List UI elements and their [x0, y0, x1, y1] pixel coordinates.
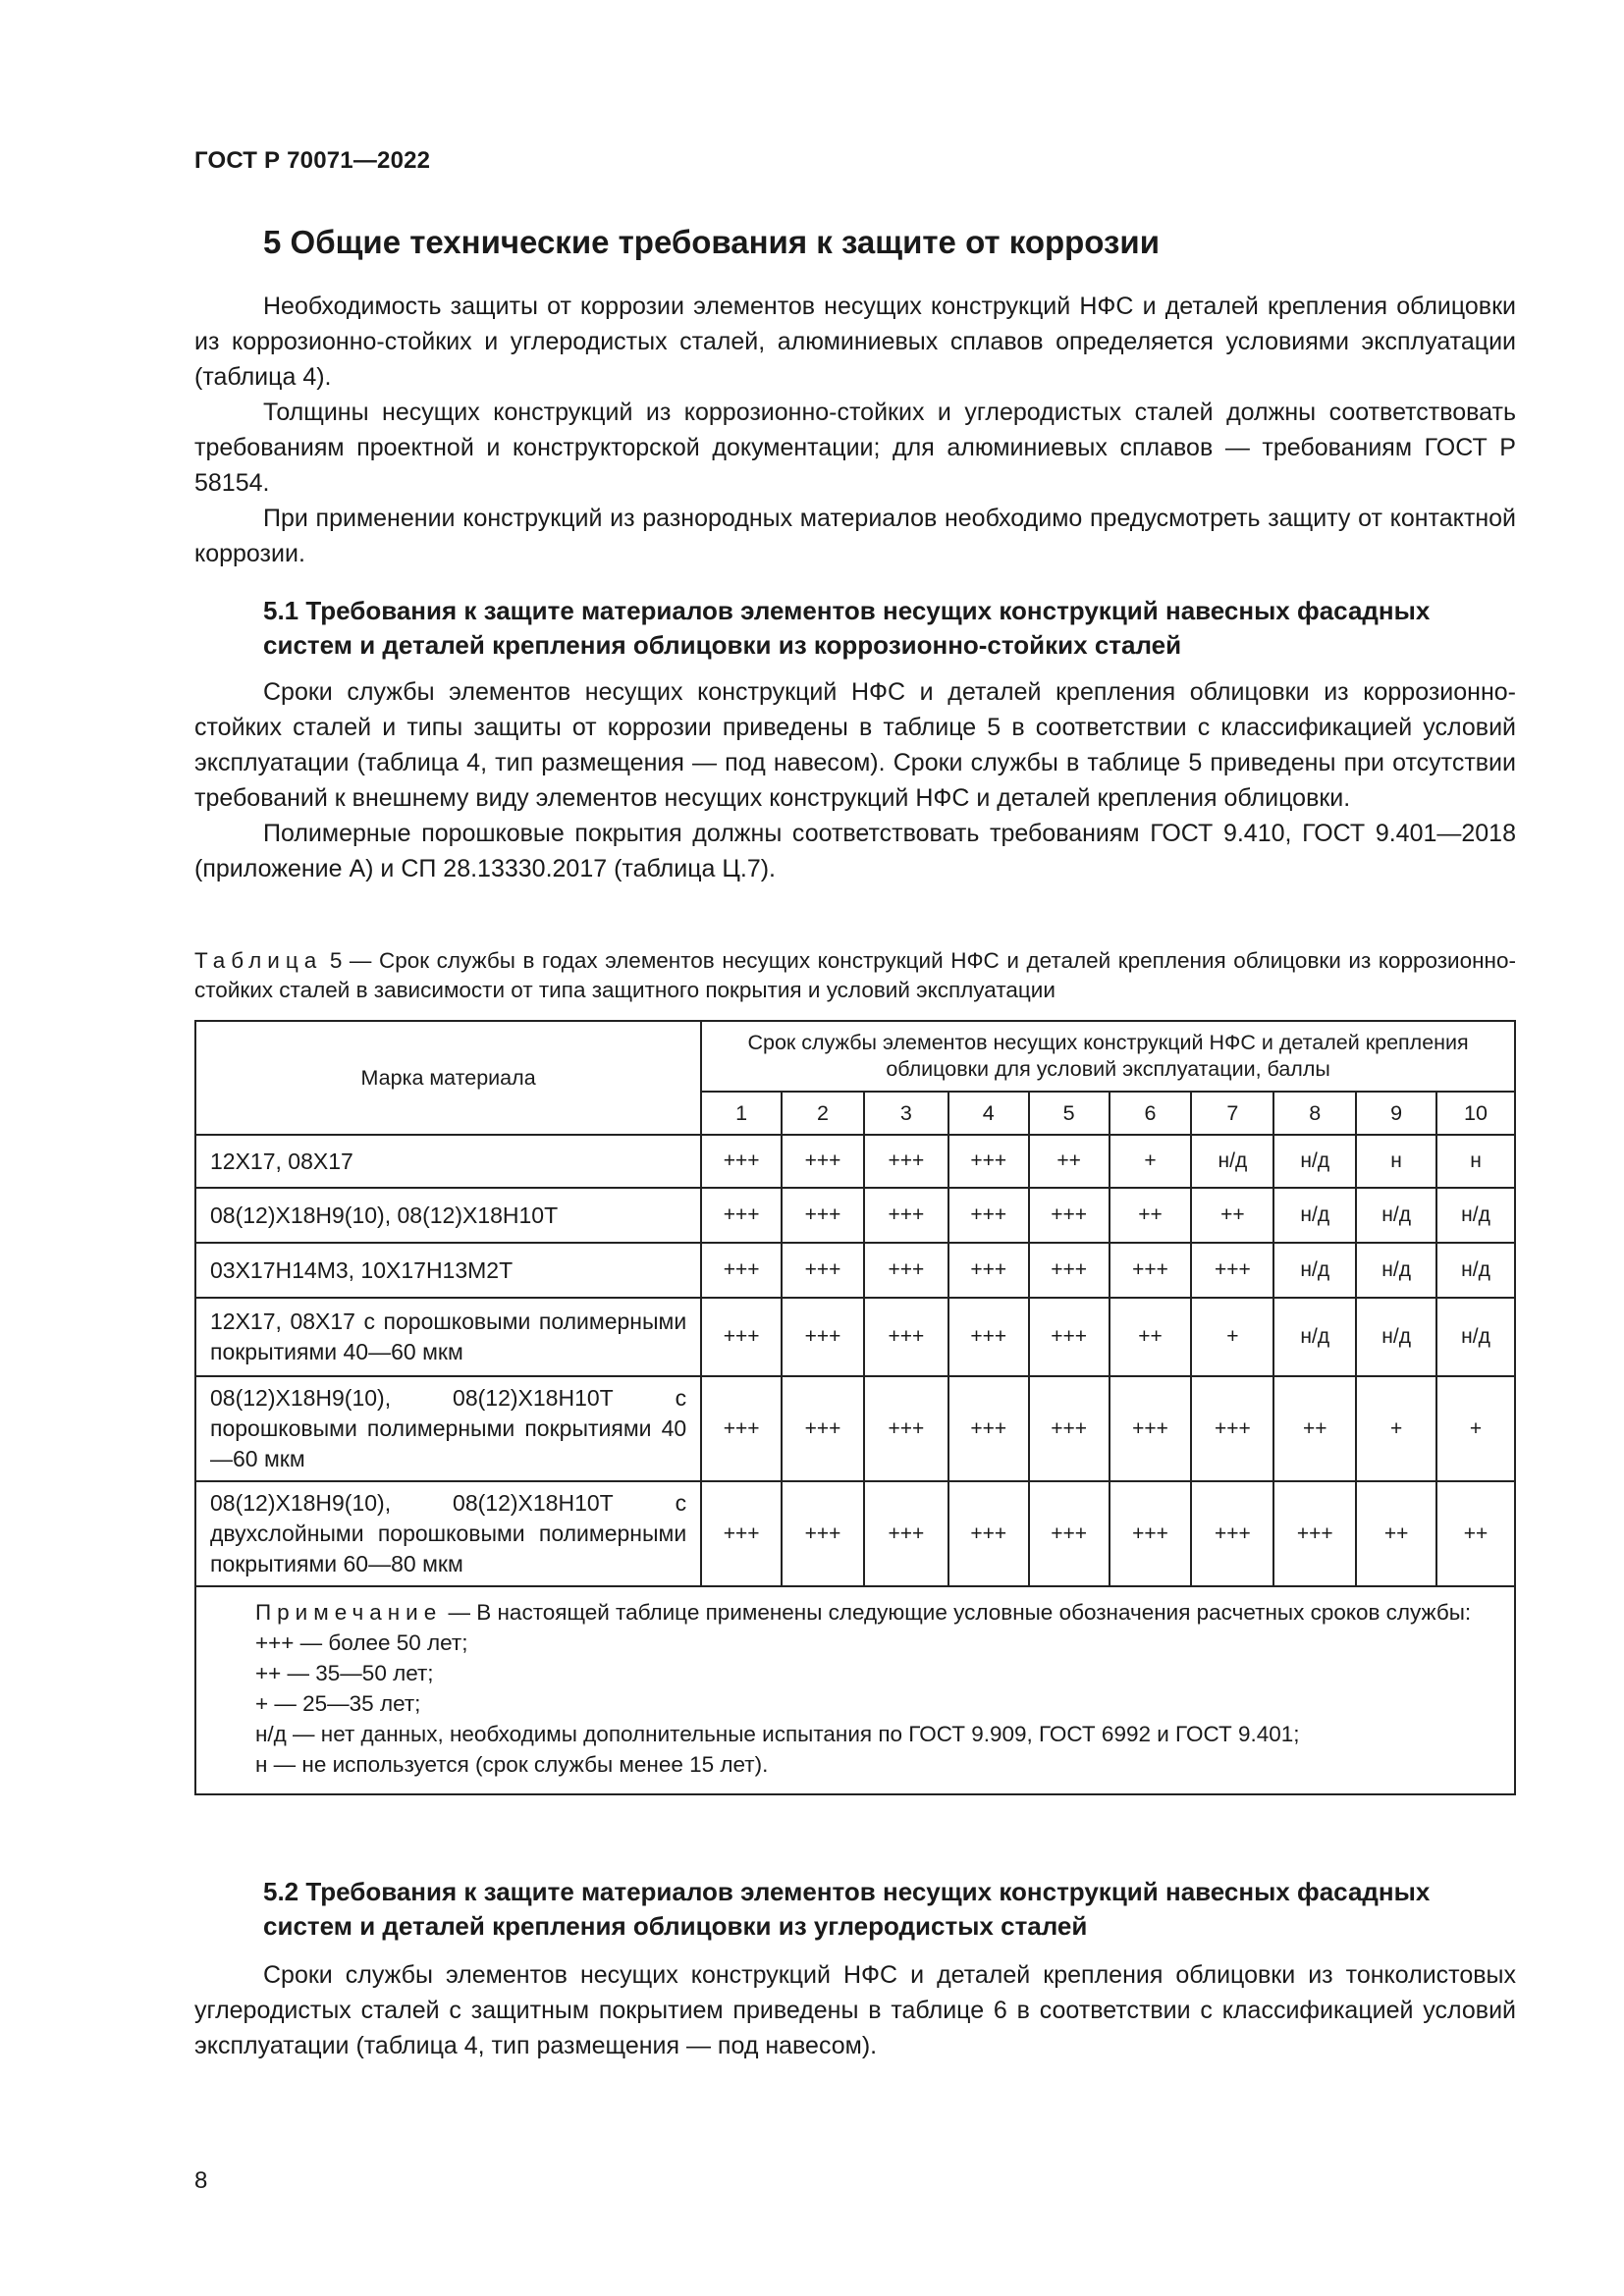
value-cell: н/д: [1273, 1298, 1356, 1376]
header-col-8: 8: [1273, 1092, 1356, 1135]
value-cell: +++: [701, 1376, 782, 1481]
value-cell: +++: [1029, 1298, 1110, 1376]
value-cell: +++: [782, 1243, 864, 1298]
header-col-10: 10: [1436, 1092, 1515, 1135]
value-cell: н: [1436, 1135, 1515, 1188]
value-cell: н/д: [1436, 1243, 1515, 1298]
material-cell: 03Х17Н14М3, 10Х17Н13М2Т: [195, 1243, 701, 1298]
material-cell: 12Х17, 08Х17 с порошковыми полимерными покрытиями 40—60 мкм: [195, 1298, 701, 1376]
table-row: [195, 1298, 1515, 1376]
value-cell: +++: [1191, 1243, 1273, 1298]
value-cell: +++: [701, 1298, 782, 1376]
subsection-title: 5.2 Требования к защите материалов элементов несущих конструкций навесных фасадных систем и деталей крепления облицовки из углеродистых сталей: [263, 1877, 1431, 1941]
value-cell: ++: [1029, 1135, 1110, 1188]
value-cell: +++: [864, 1188, 948, 1243]
table-caption-text: 5 — Срок службы в годах элементов несущих конструкций НФС и деталей крепления облицовки из коррозионно-стойких сталей в зависимости от типа защитного покрытия и условий эксплуатации: [194, 948, 1516, 1002]
value-cell: +++: [1273, 1481, 1356, 1586]
table-row: [195, 1481, 1515, 1586]
value-cell: н/д: [1356, 1243, 1436, 1298]
header-col-4: 4: [948, 1092, 1029, 1135]
value-cell: ++: [1110, 1188, 1192, 1243]
paragraph: Сроки службы элементов несущих конструкций НФС и деталей крепления облицовки из тонколистовых углеродистых сталей с защитным покрытием приведены в таблице 6 в соответствии с классификацией условий эксплуатации (таблица 4, тип размещения — под навесом).: [194, 1961, 1516, 2059]
value-cell: +++: [1110, 1481, 1192, 1586]
note-line: + — 25—35 лет;: [255, 1691, 421, 1716]
value-cell: +++: [701, 1135, 782, 1188]
paragraph: Полимерные порошковые покрытия должны соответствовать требованиям ГОСТ 9.410, ГОСТ 9.401—2018 (приложение А) и СП 28.13330.2017 (таблица Ц.7).: [194, 820, 1516, 882]
value-cell: +++: [948, 1481, 1029, 1586]
value-cell: +++: [864, 1481, 948, 1586]
value-cell: +++: [782, 1298, 864, 1376]
value-cell: +++: [864, 1135, 948, 1188]
note-line: н/д — нет данных, необходимы дополнительные испытания по ГОСТ 9.909, ГОСТ 6992 и ГОСТ 9.401;: [255, 1722, 1300, 1746]
paragraph: Толщины несущих конструкций из коррозионно-стойких и углеродистых сталей должны соответствовать требованиям проектной и конструкторской документации; для алюминиевых сплавов — требованиям ГОСТ Р 58154.: [194, 399, 1516, 497]
value-cell: +++: [1029, 1188, 1110, 1243]
value-cell: н/д: [1191, 1135, 1273, 1188]
value-cell: +++: [782, 1135, 864, 1188]
value-cell: н/д: [1356, 1298, 1436, 1376]
table-row: [195, 1135, 1515, 1188]
section-body: [194, 289, 1516, 571]
subsection-5-2: [194, 1875, 1516, 2063]
value-cell: ++: [1436, 1481, 1515, 1586]
value-cell: +++: [782, 1376, 864, 1481]
material-cell: 12Х17, 08Х17: [195, 1135, 701, 1188]
value-cell: н/д: [1273, 1135, 1356, 1188]
subsection-5-1: [194, 594, 1516, 886]
value-cell: н: [1356, 1135, 1436, 1188]
header-material: Марка материала: [195, 1021, 701, 1135]
value-cell: ++: [1273, 1376, 1356, 1481]
value-cell: ++: [1110, 1298, 1192, 1376]
note-text: — В настоящей таблице применены следующие условные обозначения расчетных сроков службы:: [448, 1600, 1472, 1625]
document-code: ГОСТ Р 70071—2022: [194, 147, 431, 174]
value-cell: +++: [1029, 1376, 1110, 1481]
value-cell: +++: [948, 1243, 1029, 1298]
paragraph: При применении конструкций из разнородных материалов необходимо предусмотреть защиту от контактной коррозии.: [194, 505, 1516, 567]
value-cell: +++: [701, 1481, 782, 1586]
value-cell: +: [1356, 1376, 1436, 1481]
value-cell: +++: [1029, 1243, 1110, 1298]
value-cell: +++: [701, 1243, 782, 1298]
value-cell: +++: [948, 1376, 1029, 1481]
material-cell: 08(12)Х18Н9(10), 08(12)Х18Н10Т с двухслойными порошковыми полимерными покрытиями 60—80 мкм: [195, 1481, 701, 1586]
value-cell: +: [1191, 1298, 1273, 1376]
header-col-5: 5: [1029, 1092, 1110, 1135]
header-service-life: Срок службы элементов несущих конструкций НФС и деталей крепления облицовки для условий эксплуатации, баллы: [701, 1021, 1515, 1092]
value-cell: н/д: [1273, 1188, 1356, 1243]
value-cell: +++: [1191, 1481, 1273, 1586]
table-row: [195, 1188, 1515, 1243]
note-line: ++ — 35—50 лет;: [255, 1661, 434, 1685]
subsection-title: 5.1 Требования к защите материалов элементов несущих конструкций навесных фасадных систем и деталей крепления облицовки из коррозионно-стойких сталей: [263, 596, 1431, 660]
value-cell: н/д: [1356, 1188, 1436, 1243]
value-cell: +++: [948, 1298, 1029, 1376]
note-line: +++ — более 50 лет;: [255, 1630, 468, 1655]
value-cell: +++: [1191, 1376, 1273, 1481]
material-cell: 08(12)Х18Н9(10), 08(12)Х18Н10Т с порошковыми полимерными покрытиями 40—60 мкм: [195, 1376, 701, 1481]
value-cell: +++: [948, 1135, 1029, 1188]
value-cell: +++: [1029, 1481, 1110, 1586]
table-caption-label: Таблица: [194, 948, 323, 973]
table-caption: [194, 946, 1516, 1005]
value-cell: н/д: [1436, 1188, 1515, 1243]
header-col-7: 7: [1191, 1092, 1273, 1135]
value-cell: +++: [782, 1188, 864, 1243]
paragraph: Сроки службы элементов несущих конструкций НФС и деталей крепления облицовки из коррозионно-стойких сталей и типы защиты от коррозии приведены в таблице 5 в соответствии с классификацией условий эксплуатации (таблица 4, тип размещения — под навесом). Сроки службы в таблице 5 приведены при отсутствии требований к внешнему виду элементов несущих конструкций НФС и деталей крепления облицовки.: [194, 678, 1516, 812]
value-cell: +++: [864, 1243, 948, 1298]
value-cell: +++: [1110, 1376, 1192, 1481]
value-cell: +++: [701, 1188, 782, 1243]
material-cell: 08(12)Х18Н9(10), 08(12)Х18Н10Т: [195, 1188, 701, 1243]
value-cell: +: [1436, 1376, 1515, 1481]
paragraph: Необходимость защиты от коррозии элементов несущих конструкций НФС и деталей крепления облицовки из коррозионно-стойких и углеродистых сталей, алюминиевых сплавов определяется условиями эксплуатации (таблица 4).: [194, 293, 1516, 391]
value-cell: +++: [864, 1376, 948, 1481]
header-col-3: 3: [864, 1092, 948, 1135]
header-col-6: 6: [1110, 1092, 1192, 1135]
page-number: 8: [194, 2167, 208, 2194]
note-label: Примечание: [255, 1600, 443, 1625]
value-cell: ++: [1356, 1481, 1436, 1586]
value-cell: +++: [864, 1298, 948, 1376]
header-col-9: 9: [1356, 1092, 1436, 1135]
service-life-table: [194, 1020, 1516, 1795]
table-note: [195, 1586, 1515, 1794]
note-row: [195, 1586, 1515, 1794]
value-cell: +++: [782, 1481, 864, 1586]
table-row: [195, 1376, 1515, 1481]
value-cell: ++: [1191, 1188, 1273, 1243]
value-cell: +++: [948, 1188, 1029, 1243]
section-title: 5 Общие технические требования к защите от коррозии: [263, 224, 1160, 260]
value-cell: +: [1110, 1135, 1192, 1188]
value-cell: н/д: [1273, 1243, 1356, 1298]
value-cell: +++: [1110, 1243, 1192, 1298]
header-col-1: 1: [701, 1092, 782, 1135]
header-col-2: 2: [782, 1092, 864, 1135]
note-line: н — не используется (срок службы менее 15 лет).: [255, 1752, 769, 1777]
table-row: [195, 1243, 1515, 1298]
value-cell: н/д: [1436, 1298, 1515, 1376]
